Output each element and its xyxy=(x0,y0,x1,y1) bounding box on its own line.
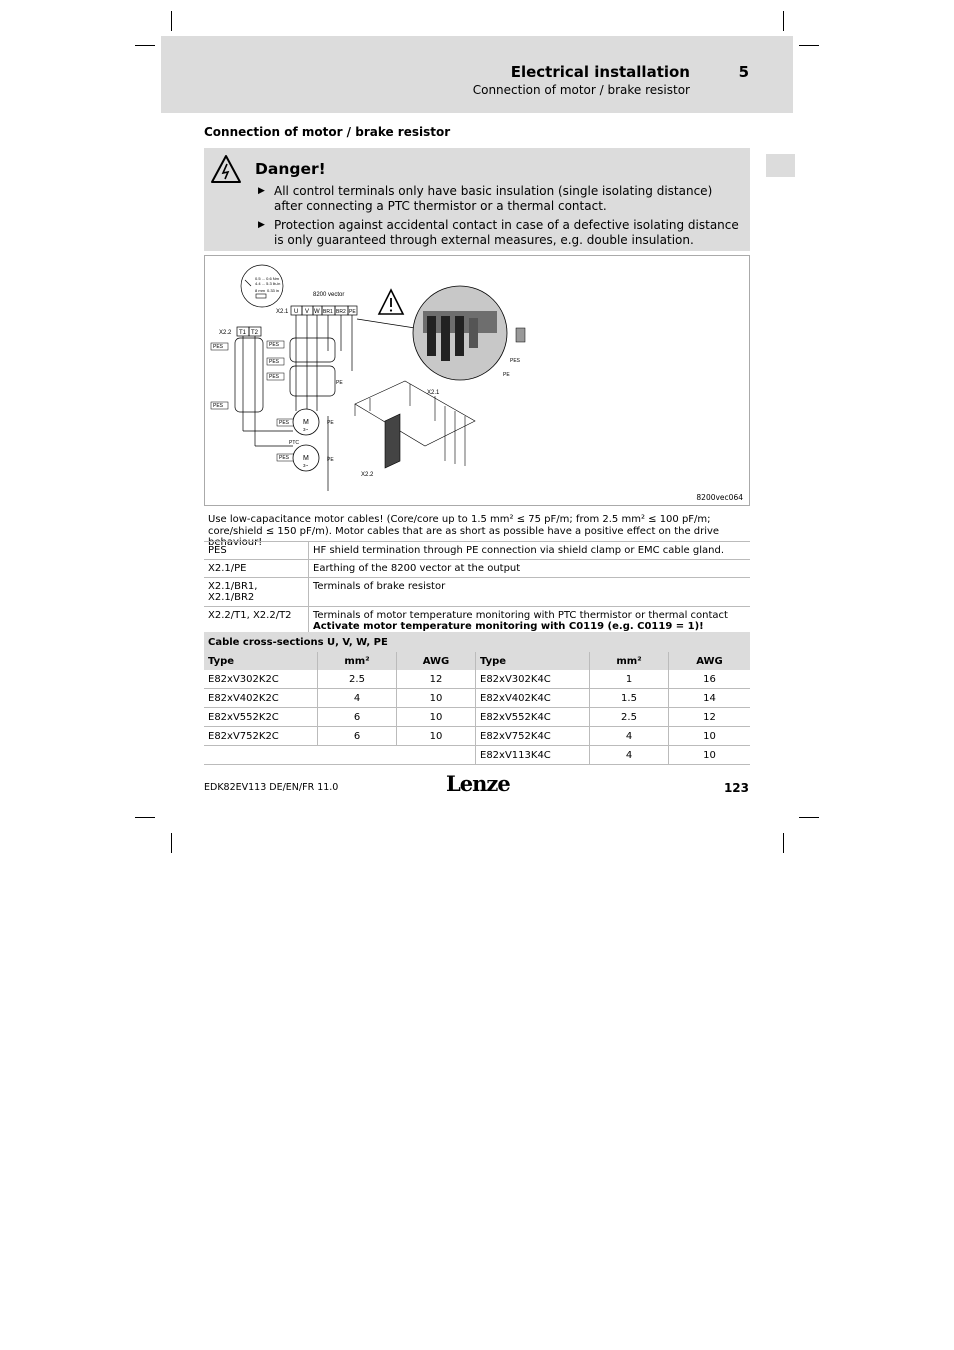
danger-bullet: ▶ All control terminals only have basic insulation (single isolating distance) after connecting a PTC thermistor or a thermal contact. xyxy=(258,184,740,214)
wiring-diagram xyxy=(205,256,749,505)
strip-length-label: 0.33 in xyxy=(267,288,280,293)
svg-text:PES: PES xyxy=(213,344,224,350)
warning-icon xyxy=(379,290,403,314)
svg-text:PES: PES xyxy=(279,420,290,426)
danger-bullet: ▶ Protection against accidental contact in case of a defective isolating distance is only guaranteed through external measures, e.g. double insulation. xyxy=(258,218,740,248)
warning-lightning-icon xyxy=(210,154,242,184)
table-caption-row xyxy=(204,632,750,652)
svg-text:BR1: BR1 xyxy=(323,309,333,315)
figure-id: 8200vec064 xyxy=(696,493,743,502)
svg-text:T1: T1 xyxy=(239,330,247,336)
cable-section-table xyxy=(204,632,750,765)
terminal-block-label: X2.1 xyxy=(276,309,289,315)
x22-label: X2.2 xyxy=(219,330,232,336)
crop-mark xyxy=(783,833,784,853)
table-row: X2.1/PE Earthing of the 8200 vector at the output xyxy=(204,560,750,578)
legend-text-bold: Activate motor temperature monitoring with C0119 (e.g. C0119 = 1)! xyxy=(313,621,704,632)
svg-text:PES: PES xyxy=(269,342,280,348)
table-row: E82xV302K2C 2.5 12 E82xV302K4C 1 16 xyxy=(204,670,750,689)
device-label: 8200 vector xyxy=(313,292,345,298)
table-row: E82xV402K2C 4 10 E82xV402K4C 1.5 14 xyxy=(204,689,750,708)
crop-mark xyxy=(135,45,155,46)
danger-title: Danger! xyxy=(255,160,326,178)
svg-text:V: V xyxy=(305,309,310,315)
torque-label: 4.4 ... 5.3 lb-in xyxy=(255,281,281,286)
section-title: Connection of motor / brake resistor xyxy=(204,125,451,139)
chapter-number: 5 xyxy=(738,63,749,81)
svg-text:U: U xyxy=(294,309,299,315)
svg-text:PES: PES xyxy=(269,359,280,365)
crop-mark xyxy=(171,11,172,31)
legend-text: Terminals of motor temperature monitoring with PTC thermistor or thermal contact xyxy=(313,610,728,621)
wiring-figure xyxy=(204,255,750,506)
x21-drawing-label: X2.1 xyxy=(427,390,440,396)
crop-mark xyxy=(783,11,784,31)
table-caption: Cable cross-sections U, V, W, PE xyxy=(204,632,750,652)
table-row: X2.2/T1, X2.2/T2 Terminals of motor temperature monitoring with PTC thermistor or thermal contact Activate motor temperature monitoring with C0119 (e.g. C0119 = 1)! xyxy=(204,607,750,636)
danger-box xyxy=(204,148,750,251)
svg-text:PES: PES xyxy=(213,403,224,409)
table-row: E82xV113K4C 4 10 xyxy=(204,746,750,765)
lenze-logo: Lenze xyxy=(446,771,510,796)
chapter-tab xyxy=(766,154,795,177)
table-row: PES HF shield termination through PE connection via shield clamp or EMC cable gland. xyxy=(204,542,750,560)
legend-table xyxy=(204,541,750,636)
svg-text:PE: PE xyxy=(336,380,343,386)
chapter-title: Electrical installation xyxy=(510,63,690,81)
svg-text:BR2: BR2 xyxy=(336,309,346,315)
crop-mark xyxy=(171,833,172,853)
svg-text:PES: PES xyxy=(269,374,280,380)
svg-text:PES: PES xyxy=(510,358,521,364)
svg-text:M: M xyxy=(303,455,309,462)
table-header-row: Type mm² AWG Type mm² AWG xyxy=(204,652,750,670)
x22-drawing-label: X2.2 xyxy=(361,472,374,478)
table-row: X2.1/BR1, X2.1/BR2 Terminals of brake resistor xyxy=(204,578,750,607)
inverter-drawing xyxy=(355,381,475,468)
svg-text:PTC: PTC xyxy=(289,440,299,446)
danger-list xyxy=(258,184,740,252)
crop-mark xyxy=(799,45,819,46)
crop-mark xyxy=(799,817,819,818)
svg-text:PES: PES xyxy=(279,455,290,461)
svg-text:M: M xyxy=(303,419,309,426)
svg-text:PE: PE xyxy=(503,372,510,378)
torque-label: 0.5 ... 0.6 Nm xyxy=(255,276,280,281)
header-band xyxy=(161,36,793,113)
chapter-subtitle: Connection of motor / brake resistor xyxy=(472,83,690,97)
svg-text:W: W xyxy=(314,309,320,315)
strip-length-label: 8 mm xyxy=(255,288,265,293)
svg-text:PE: PE xyxy=(349,309,356,315)
svg-text:3~: 3~ xyxy=(303,427,309,432)
svg-text:3~: 3~ xyxy=(303,463,309,468)
page-number: 123 xyxy=(723,781,749,795)
svg-text:PE: PE xyxy=(327,420,334,426)
crop-mark xyxy=(135,817,155,818)
svg-text:T2: T2 xyxy=(251,330,259,336)
table-row: E82xV752K2C 6 10 E82xV752K4C 4 10 xyxy=(204,727,750,746)
x21-terminals xyxy=(291,306,357,315)
cable-note: Use low-capacitance motor cables! (Core/core up to 1.5 mm² ≤ 75 pF/m; from 2.5 mm² ≤ 100 pF/m; core/shield ≤ 150 pF/m). Motor cables that are as short as possible have a positive effect on the drive behaviour! xyxy=(208,514,720,548)
table-row: E82xV552K2C 6 10 E82xV552K4C 2.5 12 xyxy=(204,708,750,727)
document-id: EDK82EV113 DE/EN/FR 11.0 xyxy=(204,782,339,793)
svg-text:PE: PE xyxy=(327,457,334,463)
